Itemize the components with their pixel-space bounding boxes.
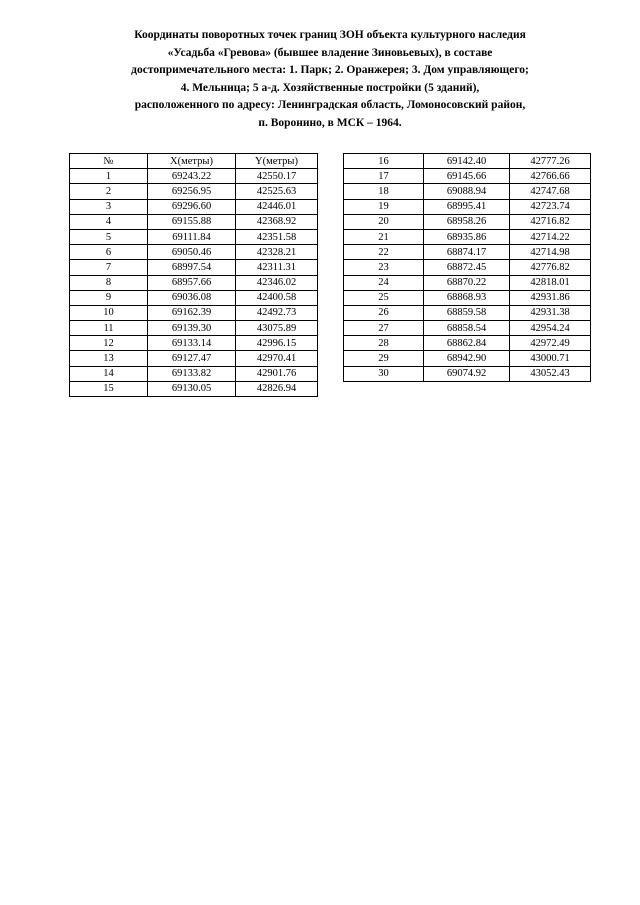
x-coordinate-cell: 69142.40 [424, 154, 510, 169]
y-coordinate-cell: 43000.71 [510, 351, 591, 366]
y-coordinate-cell: 42525.63 [236, 184, 318, 199]
y-coordinate-cell: 42766.66 [510, 169, 591, 184]
title-line-5: расположенного по адресу: Ленинградская область, Ломоносовский район, [134, 99, 526, 111]
x-coordinate-cell: 69296.60 [148, 199, 236, 214]
point-number-cell: 28 [344, 336, 424, 351]
point-number-cell: 15 [70, 381, 148, 396]
table-row [344, 305, 591, 320]
x-coordinate-cell: 68870.22 [424, 275, 510, 290]
table-row [344, 214, 591, 229]
table-header-row [70, 154, 318, 169]
header-x: X(метры) [148, 154, 236, 169]
x-coordinate-cell: 69155.88 [148, 214, 236, 229]
table-row [70, 214, 318, 229]
table-row [344, 260, 591, 275]
point-number-cell: 12 [70, 336, 148, 351]
table-row [70, 381, 318, 396]
y-coordinate-cell: 42400.58 [236, 290, 318, 305]
x-coordinate-cell: 68935.86 [424, 229, 510, 244]
document-title [60, 27, 600, 132]
header-y: Y(метры) [236, 154, 318, 169]
point-number-cell: 5 [70, 229, 148, 244]
table-row [344, 169, 591, 184]
y-coordinate-cell: 42818.01 [510, 275, 591, 290]
point-number-cell: 14 [70, 366, 148, 381]
table-body-left [70, 169, 318, 397]
title-line-6: п. Воронино, в МСК – 1964. [258, 116, 402, 129]
table-row [344, 154, 591, 169]
x-coordinate-cell: 69074.92 [424, 366, 510, 381]
point-number-cell: 7 [70, 260, 148, 275]
table-row [70, 290, 318, 305]
table-row [344, 366, 591, 381]
table-row [70, 245, 318, 260]
table-row [70, 229, 318, 244]
table-row [70, 336, 318, 351]
point-number-cell: 2 [70, 184, 148, 199]
title-line-2: «Усадьба «Гревова» (бывшее владение Зиновьевых), в составе [167, 46, 493, 59]
point-number-cell: 9 [70, 290, 148, 305]
y-coordinate-cell: 42931.86 [510, 290, 591, 305]
x-coordinate-cell: 69133.82 [148, 366, 236, 381]
point-number-cell: 22 [344, 245, 424, 260]
point-number-cell: 16 [344, 154, 424, 169]
point-number-cell: 20 [344, 214, 424, 229]
point-number-cell: 6 [70, 245, 148, 260]
point-number-cell: 23 [344, 260, 424, 275]
x-coordinate-cell: 68858.54 [424, 321, 510, 336]
x-coordinate-cell: 69111.84 [148, 229, 236, 244]
x-coordinate-cell: 69050.46 [148, 245, 236, 260]
point-number-cell: 26 [344, 305, 424, 320]
y-coordinate-cell: 42747.68 [510, 184, 591, 199]
x-coordinate-cell: 68957.66 [148, 275, 236, 290]
y-coordinate-cell: 42777.26 [510, 154, 591, 169]
title-line-1: Координаты поворотных точек границ ЗОН объекта культурного наследия [134, 29, 526, 41]
x-coordinate-cell: 68942.90 [424, 351, 510, 366]
y-coordinate-cell: 42901.76 [236, 366, 318, 381]
point-number-cell: 19 [344, 199, 424, 214]
table-row [70, 351, 318, 366]
y-coordinate-cell: 43052.43 [510, 366, 591, 381]
y-coordinate-cell: 42716.82 [510, 214, 591, 229]
x-coordinate-cell: 68995.41 [424, 199, 510, 214]
y-coordinate-cell: 42328.21 [236, 245, 318, 260]
table-body-right [344, 154, 591, 382]
x-coordinate-cell: 69243.22 [148, 169, 236, 184]
table-row [344, 351, 591, 366]
table-row [70, 260, 318, 275]
point-number-cell: 4 [70, 214, 148, 229]
y-coordinate-cell: 42826.94 [236, 381, 318, 396]
table-row [70, 321, 318, 336]
table-row [70, 184, 318, 199]
y-coordinate-cell: 42972.49 [510, 336, 591, 351]
y-coordinate-cell: 42714.98 [510, 245, 591, 260]
point-number-cell: 29 [344, 351, 424, 366]
y-coordinate-cell: 43075.89 [236, 321, 318, 336]
x-coordinate-cell: 69139.30 [148, 321, 236, 336]
coordinates-table-right [343, 153, 591, 382]
x-coordinate-cell: 68997.54 [148, 260, 236, 275]
table-row [344, 229, 591, 244]
x-coordinate-cell: 69127.47 [148, 351, 236, 366]
y-coordinate-cell: 42550.17 [236, 169, 318, 184]
y-coordinate-cell: 42446.01 [236, 199, 318, 214]
table-row [344, 290, 591, 305]
y-coordinate-cell: 42931.38 [510, 305, 591, 320]
y-coordinate-cell: 42311.31 [236, 260, 318, 275]
title-line-3: достопримечательного места: 1. Парк; 2. Оранжерея; 3. Дом управляющего; [131, 64, 529, 76]
point-number-cell: 17 [344, 169, 424, 184]
point-number-cell: 8 [70, 275, 148, 290]
x-coordinate-cell: 69130.05 [148, 381, 236, 396]
x-coordinate-cell: 69145.66 [424, 169, 510, 184]
point-number-cell: 3 [70, 199, 148, 214]
y-coordinate-cell: 42368.92 [236, 214, 318, 229]
x-coordinate-cell: 69088.94 [424, 184, 510, 199]
y-coordinate-cell: 42723.74 [510, 199, 591, 214]
y-coordinate-cell: 42351.58 [236, 229, 318, 244]
point-number-cell: 27 [344, 321, 424, 336]
point-number-cell: 10 [70, 305, 148, 320]
point-number-cell: 18 [344, 184, 424, 199]
coordinates-table-left [69, 153, 318, 397]
x-coordinate-cell: 69162.39 [148, 305, 236, 320]
point-number-cell: 21 [344, 229, 424, 244]
point-number-cell: 30 [344, 366, 424, 381]
x-coordinate-cell: 68958.26 [424, 214, 510, 229]
y-coordinate-cell: 42346.02 [236, 275, 318, 290]
point-number-cell: 1 [70, 169, 148, 184]
table-row [70, 169, 318, 184]
table-row [70, 366, 318, 381]
table-row [344, 184, 591, 199]
table-row [344, 275, 591, 290]
x-coordinate-cell: 68874.17 [424, 245, 510, 260]
x-coordinate-cell: 69256.95 [148, 184, 236, 199]
header-number: № [70, 154, 148, 169]
x-coordinate-cell: 68862.84 [424, 336, 510, 351]
point-number-cell: 13 [70, 351, 148, 366]
y-coordinate-cell: 42954.24 [510, 321, 591, 336]
table-row [70, 305, 318, 320]
point-number-cell: 25 [344, 290, 424, 305]
point-number-cell: 24 [344, 275, 424, 290]
x-coordinate-cell: 68868.93 [424, 290, 510, 305]
title-line-4: 4. Мельница; 5 а-д. Хозяйственные постройки (5 зданий), [180, 81, 480, 94]
x-coordinate-cell: 69036.08 [148, 290, 236, 305]
y-coordinate-cell: 42714.22 [510, 229, 591, 244]
y-coordinate-cell: 42970.41 [236, 351, 318, 366]
x-coordinate-cell: 68872.45 [424, 260, 510, 275]
table-row [344, 336, 591, 351]
table-row [70, 275, 318, 290]
table-row [344, 321, 591, 336]
table-row [344, 245, 591, 260]
table-row [70, 199, 318, 214]
x-coordinate-cell: 68859.58 [424, 305, 510, 320]
y-coordinate-cell: 42776.82 [510, 260, 591, 275]
table-row [344, 199, 591, 214]
y-coordinate-cell: 42492.73 [236, 305, 318, 320]
y-coordinate-cell: 42996.15 [236, 336, 318, 351]
x-coordinate-cell: 69133.14 [148, 336, 236, 351]
point-number-cell: 11 [70, 321, 148, 336]
